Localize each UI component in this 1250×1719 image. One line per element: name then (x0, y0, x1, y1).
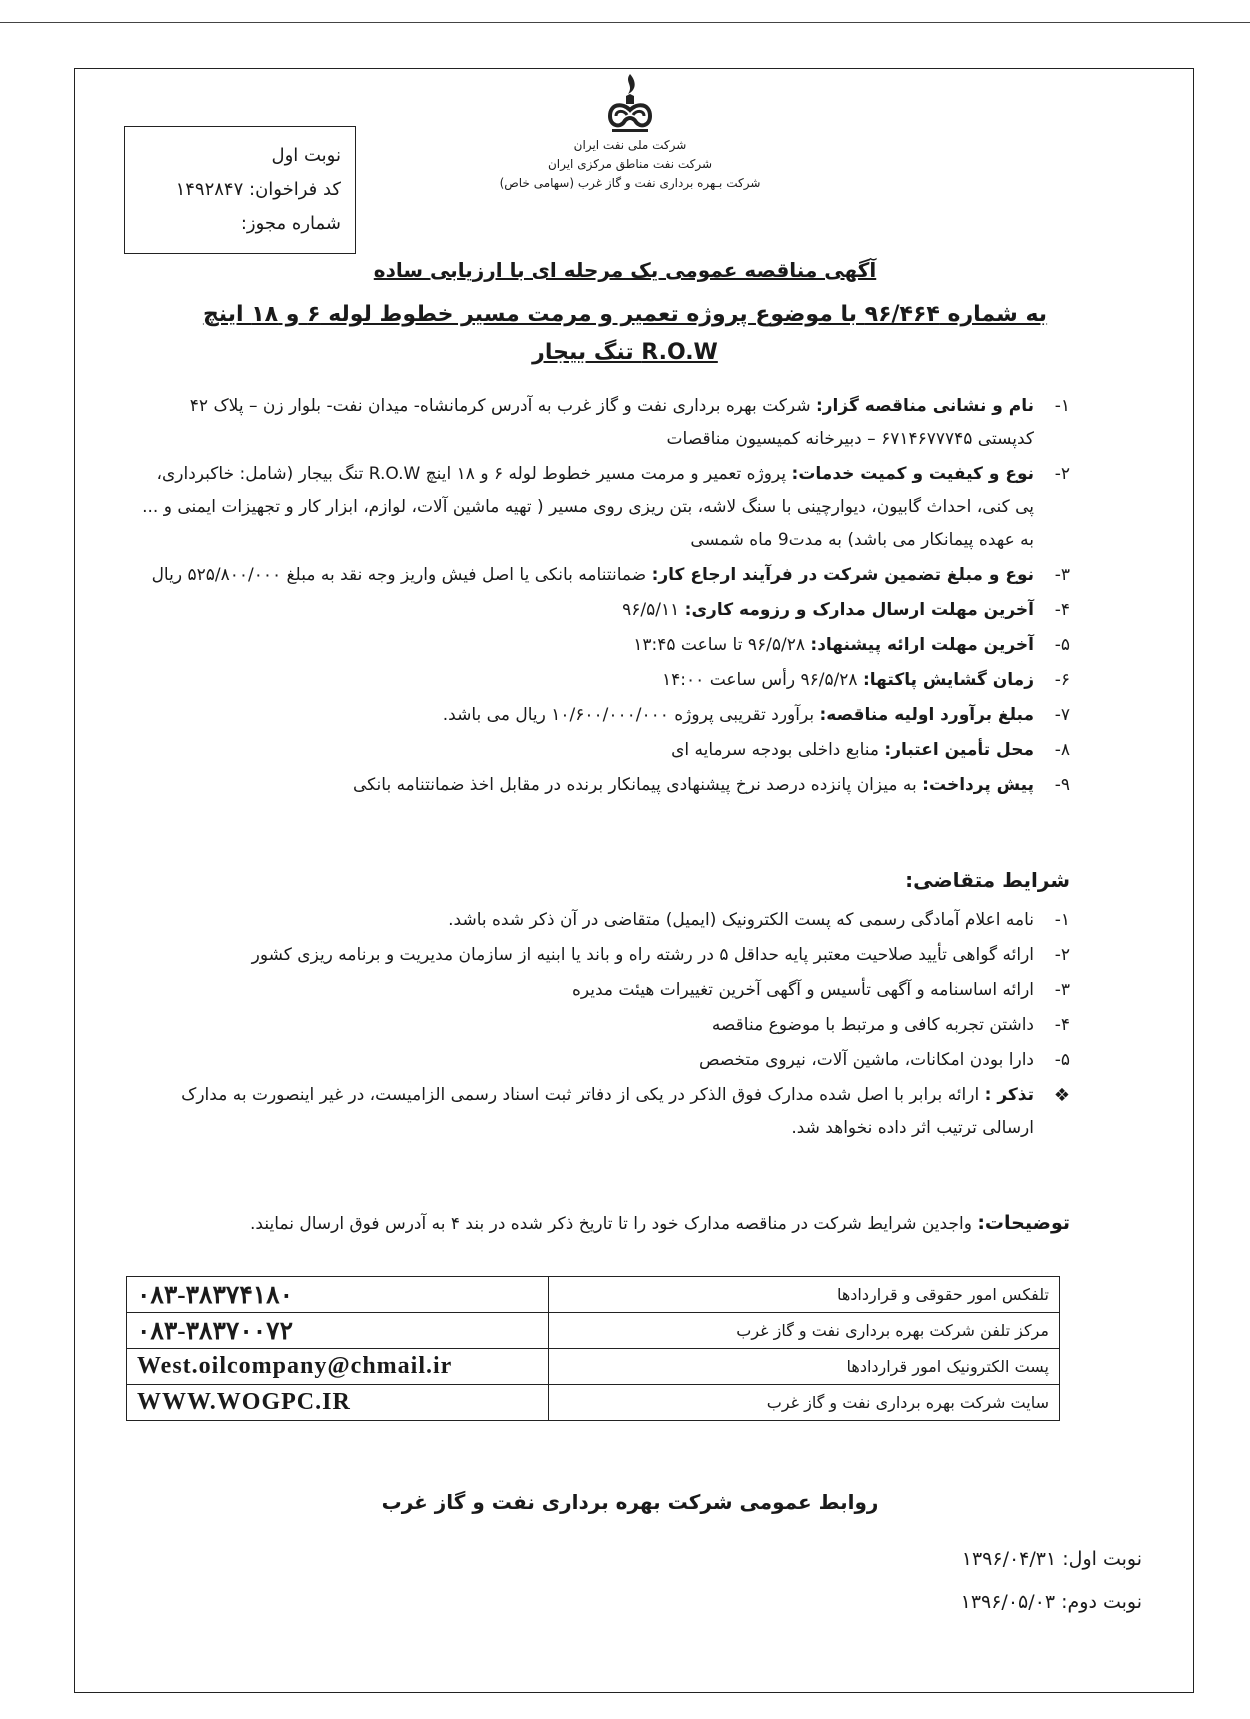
table-row (127, 1385, 1060, 1421)
item-label: مبلغ برآورد اولیه مناقصه: (819, 705, 1034, 725)
item-text: به میزان پانزده درصد نرخ پیشنهادی پیمانکار برنده در مقابل اخذ ضمانتنامه بانکی (352, 775, 923, 795)
contact-label: پست الکترونیک امور قراردادها (549, 1349, 1060, 1385)
note (140, 1079, 1070, 1145)
item-label: نوع و کیفیت و کمیت خدمات: (791, 464, 1034, 484)
item-text: ضمانتنامه بانکی یا اصل فیش واریز وجه نقد به مبلغ ۵۲۵/۸۰۰/۰۰۰ ریال (151, 565, 652, 585)
description (180, 1208, 1070, 1239)
condition-text: ارائه گواهی تأیید صلاحیت معتبر پایه حداقل ۵ در رشته راه و باند یا ابنیه از سازمان مدیریت و برنامه ریزی کشور (251, 945, 1034, 965)
condition-5: ۵- دارا بودن امکانات، ماشین آلات، نیروی متخصص (698, 1050, 1070, 1070)
item-text: ۹۶/۵/۲۸ تا ساعت ۱۳:۴۵ (633, 635, 811, 655)
diamond-bullet-icon: ❖ (1053, 1085, 1070, 1106)
description-text: واجدین شرایط شرکت در مناقصه مدارک خود را تا تاریخ ذکر شده در بند ۴ به آدرس فوق ارسال نمایند. (250, 1214, 978, 1234)
item-6: ۶- زمان گشایش پاکتها: ۹۶/۵/۲۸ رأس ساعت ۱۴:۰۰ (662, 670, 1070, 690)
tender-items (140, 390, 1070, 804)
condition-text: دارا بودن امکانات، ماشین آلات، نیروی متخصص (698, 1050, 1034, 1070)
nioc-flame-logo-icon (600, 72, 660, 134)
condition-3: ۳- ارائه اساسنامه و آگهی تأسیس و آگهی آخرین تغییرات هیئت مدیره (571, 980, 1070, 1000)
condition-1: ۱- نامه اعلام آمادگی رسمی که پست الکترونیک (ایمیل) متقاضی در آن ذکر شده باشد. (448, 910, 1070, 930)
item-label: آخرین مهلت ارائه پیشنهاد: (810, 635, 1034, 655)
contact-value: ۰۸۳-۳۸۳۷۰۰۷۲ (127, 1313, 549, 1349)
condition-text: داشتن تجربه کافی و مرتبط با موضوع مناقصه (711, 1015, 1034, 1035)
item-text: ۹۶/۵/۲۸ رأس ساعت ۱۴:۰۰ (662, 670, 863, 690)
item-label: پیش پرداخت: (922, 775, 1034, 795)
public-relations-signature: روابط عمومی شرکت بهره برداری نفت و گاز غرب (381, 1490, 879, 1514)
contact-value: ۰۸۳-۳۸۳۷۴۱۸۰ (127, 1277, 549, 1313)
item-1: ۱- نام و نشانی مناقصه گزار: شرکت بهره برداری نفت و گاز غرب به آدرس کرمانشاه- میدان نفت- بلوار زن – پلاک ۴۲ کدپستی ۶۷۱۴۶۷۷۷۴۵ – دبیرخانه کمیسیون مناقصات (189, 396, 1070, 449)
table-row (127, 1313, 1060, 1349)
table-row (127, 1277, 1060, 1313)
item-text: پروژه تعمیر و مرمت مسیر خطوط لوله ۶ و ۱۸ اینچ R.O.W تنگ بیجار (شامل: خاکبرداری، پی کنی، احداث گابیون، دیوارچینی با سنگ لاشه، بتن ریزی روی مسیر ( تهیه ماشین آلات، لوازم، ابزار کار و تجهیزات ایمنی و ... به عهده پیمانکار می باشد) به مدت9 ماه شمسی (142, 464, 1034, 550)
top-rule (0, 22, 1250, 23)
item-3: ۳- نوع و مبلغ تضمین شرکت در فرآیند ارجاع کار: ضمانتنامه بانکی یا اصل فیش واریز وجه نقد به مبلغ ۵۲۵/۸۰۰/۰۰۰ ریال (151, 565, 1070, 585)
call-code: کد فراخوان: ۱۴۹۲۸۴۷ (175, 179, 341, 200)
contact-label: سایت شرکت بهره برداری نفت و گاز غرب (549, 1385, 1060, 1421)
applicant-conditions (140, 904, 1070, 1145)
tender-title (190, 252, 1060, 372)
item-text: شرکت بهره برداری نفت و گاز غرب به آدرس کرمانشاه- میدان نفت- بلوار زن – پلاک ۴۲ کدپستی ۶۷۱۴۶۷۷۷۴۵ – دبیرخانه کمیسیون مناقصات (189, 396, 1034, 449)
email-link[interactable]: West.oilcompany@chmail.ir (127, 1349, 549, 1385)
item-8: ۸- محل تأمین اعتبار: منابع داخلی بودجه سرمایه ای (671, 740, 1070, 760)
item-text: برآورد تقریبی پروژه ۱۰/۶۰۰/۰۰۰/۰۰۰ ریال می باشد. (442, 705, 820, 725)
item-text: ۹۶/۵/۱۱ (622, 600, 685, 620)
header-line-2: شرکت نفت مناطق مرکزی ایران (547, 157, 713, 171)
header-line-1: شرکت ملی نفت ایران (573, 138, 687, 152)
conditions-title: شرایط متقاضی: (905, 868, 1070, 892)
company-header (470, 72, 790, 193)
contact-label: مرکز تلفن شرکت بهره برداری نفت و گاز غرب (549, 1313, 1060, 1349)
condition-2: ۲- ارائه گواهی تأیید صلاحیت معتبر پایه حداقل ۵ در رشته راه و باند یا ابنیه از سازمان مدیریت و برنامه ریزی کشور (251, 945, 1070, 965)
header-line-3: شرکت بـهره برداری نفت و گاز غرب (سهامی خاص) (499, 176, 761, 190)
notice-round: نوبت اول (271, 145, 341, 166)
publication-dates (961, 1538, 1142, 1624)
permit-number: شماره مجوز: (240, 213, 341, 234)
item-label: نام و نشانی مناقصه گزار: (815, 396, 1034, 416)
notice-info-box (124, 126, 356, 254)
title-line-1: آگهی مناقصه عمومی یک مرحله ای با ارزیابی ساده (373, 258, 877, 282)
item-label: محل تأمین اعتبار: (884, 740, 1034, 760)
item-7: ۷- مبلغ برآورد اولیه مناقصه: برآورد تقریبی پروژه ۱۰/۶۰۰/۰۰۰/۰۰۰ ریال می باشد. (442, 705, 1070, 725)
item-4: ۴- آخرین مهلت ارسال مدارک و رزومه کاری: ۹۶/۵/۱۱ (622, 600, 1070, 620)
item-9: ۹- پیش پرداخت: به میزان پانزده درصد نرخ پیشنهادی پیمانکار برنده در مقابل اخذ ضمانتنامه بانکی (352, 775, 1070, 795)
contact-label: تلفکس امور حقوقی و قراردادها (549, 1277, 1060, 1313)
condition-4: ۴- داشتن تجربه کافی و مرتبط با موضوع مناقصه (711, 1015, 1070, 1035)
item-text: منابع داخلی بودجه سرمایه ای (671, 740, 885, 760)
condition-text: ارائه اساسنامه و آگهی تأسیس و آگهی آخرین تغییرات هیئت مدیره (571, 980, 1034, 1000)
item-label: زمان گشایش پاکتها: (862, 670, 1034, 690)
first-round-date: نوبت اول: ۱۳۹۶/۰۴/۳۱ (961, 1548, 1142, 1570)
website-link[interactable]: WWW.WOGPC.IR (127, 1385, 549, 1421)
note-text: ارائه برابر با اصل شده مدارک فوق الذکر در یکی از دفاتر ثبت اسناد رسمی الزامیست، در غیر اینصورت به مدارک ارسالی ترتیب اثر داده نخواهد شد. (181, 1085, 1034, 1138)
item-5: ۵- آخرین مهلت ارائه پیشنهاد: ۹۶/۵/۲۸ تا ساعت ۱۳:۴۵ (633, 635, 1070, 655)
table-row (127, 1349, 1060, 1385)
item-label: نوع و مبلغ تضمین شرکت در فرآیند ارجاع کار: (651, 565, 1034, 585)
item-2: ۲- نوع و کیفیت و کمیت خدمات: پروژه تعمیر و مرمت مسیر خطوط لوله ۶ و ۱۸ اینچ R.O.W تنگ بیجار (شامل: خاکبرداری، پی کنی، احداث گابیون، دیوارچینی با سنگ لاشه، بتن ریزی روی مسیر ( تهیه ماشین آلات، لوازم، ابزار کار و تجهیزات ایمنی و ... به عهده پیمانکار می باشد) به مدت9 ماه شمسی (142, 464, 1070, 550)
contact-table (126, 1276, 1060, 1421)
description-label: توضیحات: (977, 1212, 1070, 1234)
condition-text: نامه اعلام آمادگی رسمی که پست الکترونیک (ایمیل) متقاضی در آن ذکر شده باشد. (448, 910, 1034, 930)
item-label: آخرین مهلت ارسال مدارک و رزومه کاری: (684, 600, 1034, 620)
note-label: تذکر : (984, 1085, 1034, 1105)
title-line-2: به شماره ۹۶/۴۶۴ با موضوع پروژه تعمیر و مرمت مسیر خطوط لوله ۶ و ۱۸ اینچ R.O.W تنگ بیجار (202, 302, 1048, 365)
second-round-date: نوبت دوم: ۱۳۹۶/۰۵/۰۳ (960, 1591, 1142, 1613)
